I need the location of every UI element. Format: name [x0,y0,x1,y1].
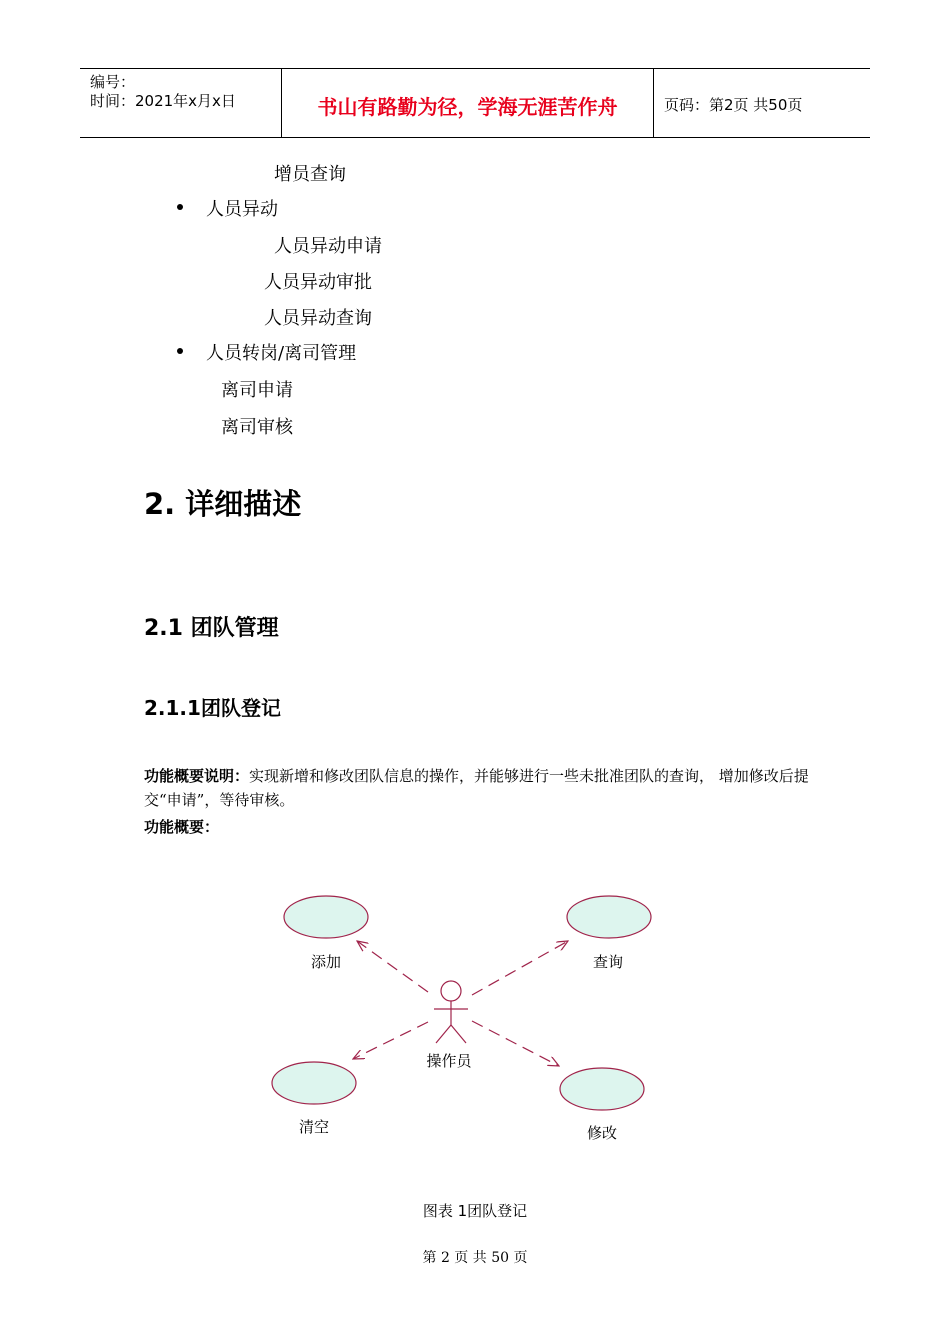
section-heading-3: 2.1.1团队登记 [144,696,281,720]
use-case-label-query: 查询 [592,953,624,971]
use-case-clear [272,1062,356,1104]
outline-subitem: 人员异动查询 [264,308,372,329]
outline-subitem: 离司审核 [221,417,293,438]
use-case-query [567,896,651,938]
outline-subitem: 人员异动审批 [264,272,372,293]
outline-subitem: 离司申请 [221,380,293,401]
outline-item: 增员查询 [274,164,346,185]
section-heading-2: 2.1 团队管理 [144,616,279,641]
use-case-label-add: 添加 [310,953,342,971]
function-description-label: 功能概要说明： [144,767,250,785]
bullet-icon [177,204,183,210]
doc-time: 时间：2021年x月x日 [90,92,236,110]
use-case-add [284,896,368,938]
page-footer: 第 2 页 共 50 页 [422,1250,528,1266]
doc-number: 编号： [90,73,136,91]
header-meta [80,69,282,137]
actor-label: 操作员 [426,1052,472,1070]
association-add [357,941,428,992]
outline-subitem: 人员异动申请 [274,236,382,257]
use-case-label-modify: 修改 [586,1124,618,1142]
function-overview-label: 功能概要： [144,818,220,836]
association-clear [353,1022,428,1059]
figure-caption: 图表 1团队登记 [422,1202,528,1220]
function-description-text: 实现新增和修改团队信息的操作，并能够进行一些未批准团队的查询， 增加修改后提交“申请”，等待审核。 [144,767,809,809]
function-description [144,764,824,812]
section-heading-1: 2. 详细描述 [144,487,302,521]
association-modify [472,1021,559,1066]
association-query [472,941,568,995]
outline-bullet: 人员异动 [206,199,278,220]
bullet-icon [177,348,183,354]
header-page-info: 页码：第2页 共50页 [664,95,803,114]
page-header [80,68,870,138]
header-motto: 书山有路勤为径，学海无涯苦作舟 [282,69,654,137]
use-case-label-clear: 清空 [298,1118,330,1136]
use-case-diagram [0,860,950,1190]
use-case-modify [560,1068,644,1110]
outline-bullet: 人员转岗/离司管理 [206,343,357,364]
actor-icon [434,981,468,1043]
